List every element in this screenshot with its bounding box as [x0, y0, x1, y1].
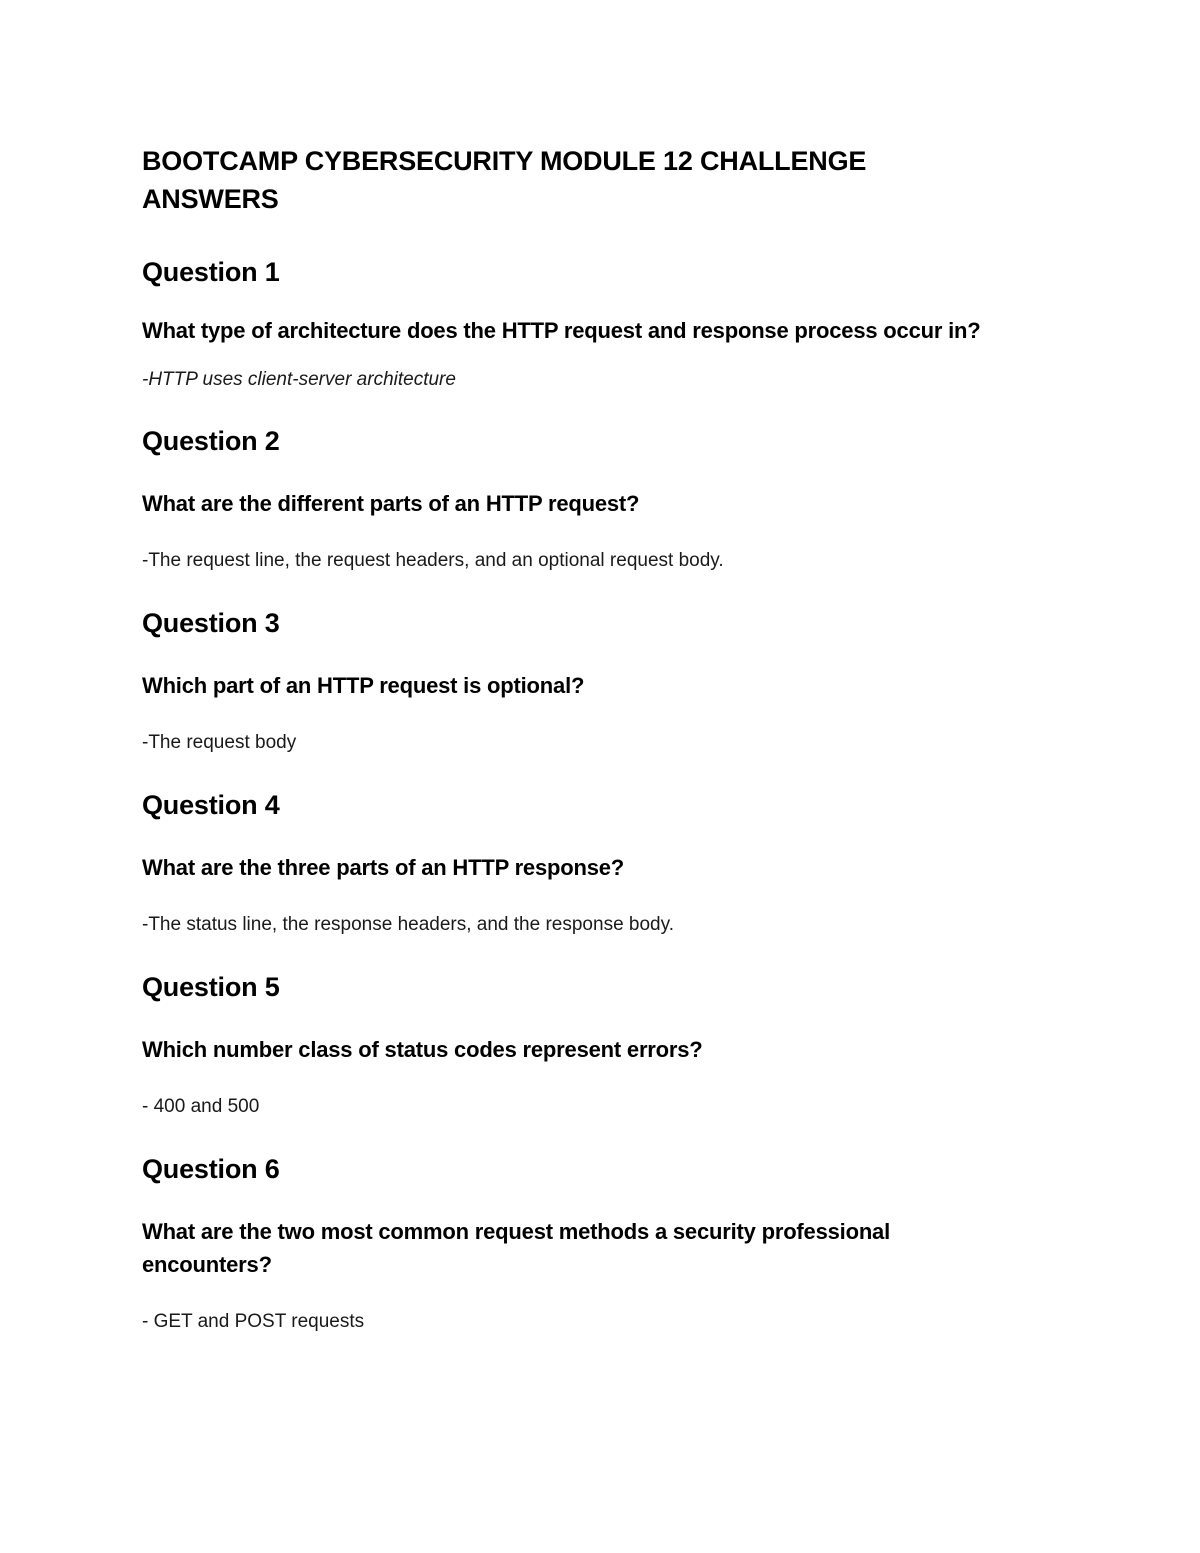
document-title: BOOTCAMP CYBERSECURITY MODULE 12 CHALLENGE ANSWERS [142, 146, 867, 214]
question-heading: Question 3 [142, 608, 280, 638]
question-block-6 [142, 1153, 1042, 1335]
question-text: What are the different parts of an HTTP request? [142, 491, 640, 516]
question-heading: Question 4 [142, 790, 280, 820]
question-heading: Question 6 [142, 1154, 280, 1184]
question-block-3 [142, 607, 1042, 756]
answer-text: -The status line, the response headers, and the response body. [142, 914, 674, 935]
answer-text: -The request body [142, 732, 297, 753]
answer-text: -The request line, the request headers, and an optional request body. [142, 550, 724, 571]
question-heading: Question 1 [142, 257, 280, 287]
question-text: Which number class of status codes represent errors? [142, 1037, 703, 1062]
question-text: What are the two most common request methods a security professional encounters? [142, 1219, 890, 1277]
question-block-2 [142, 425, 1042, 574]
answer-text: - GET and POST requests [142, 1311, 365, 1332]
answer-text: - 400 and 500 [142, 1096, 260, 1117]
question-heading: Question 5 [142, 972, 280, 1002]
question-text: What are the three parts of an HTTP response? [142, 855, 625, 880]
question-text: Which part of an HTTP request is optional? [142, 673, 585, 698]
question-text: What type of architecture does the HTTP request and response process occur in? [142, 318, 981, 343]
question-block-5 [142, 971, 1042, 1120]
answer-text: -HTTP uses client-server architecture [142, 369, 456, 390]
question-block-4 [142, 789, 1042, 938]
question-block-1 [142, 256, 1042, 393]
document-content [142, 142, 1042, 1335]
question-heading: Question 2 [142, 426, 280, 456]
